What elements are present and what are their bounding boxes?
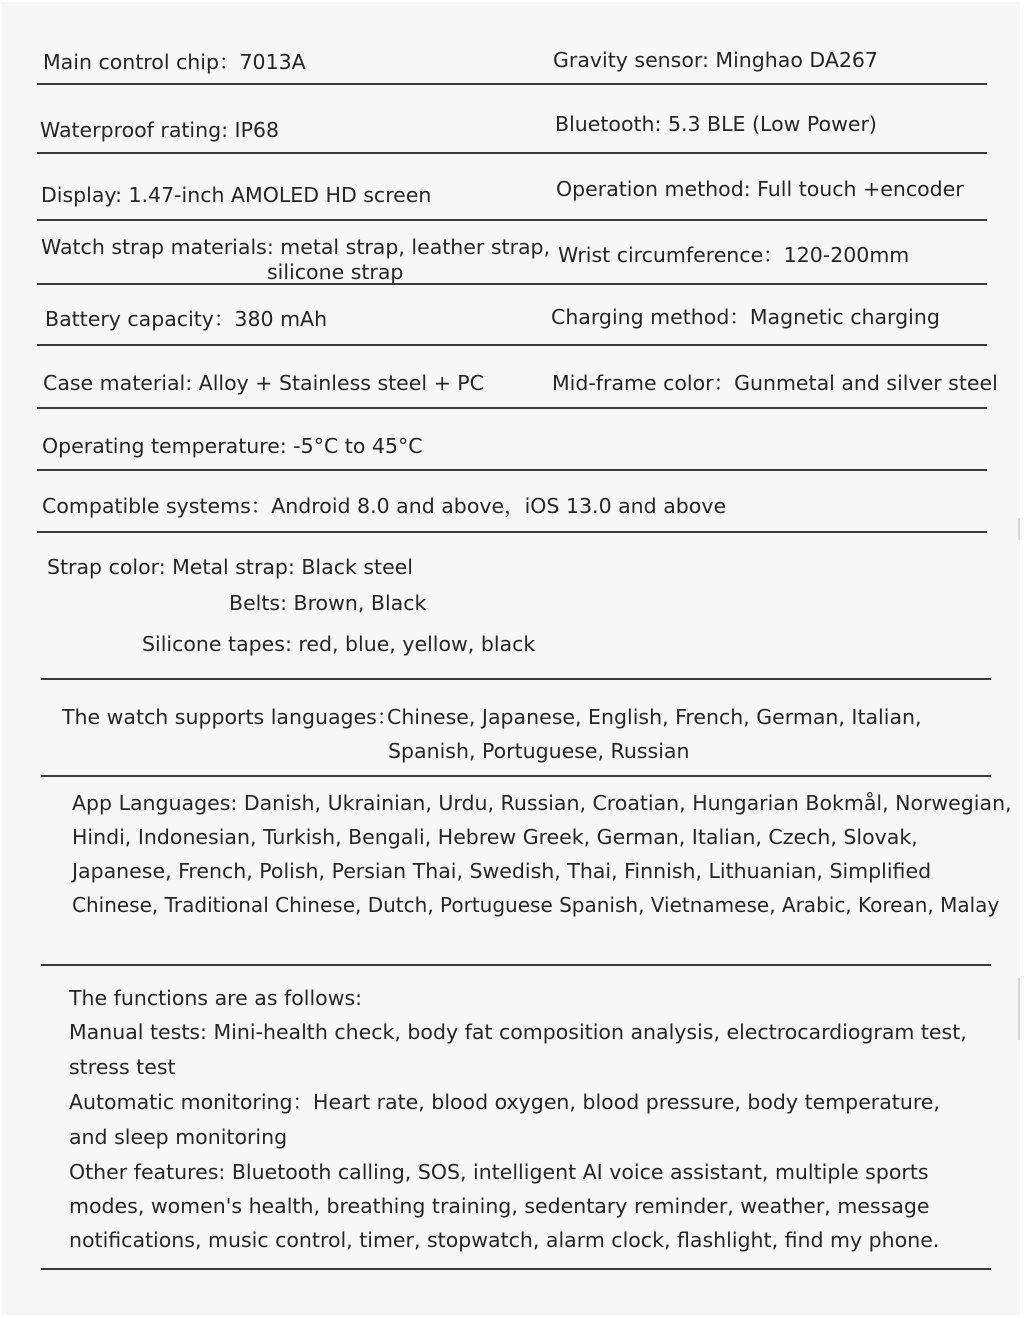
functions-line: and sleep monitoring bbox=[69, 1125, 288, 1149]
spec-wrist: Wrist circumference：120-200mm bbox=[558, 243, 910, 267]
divider bbox=[37, 531, 987, 533]
watch-languages-line2: Spanish, Portuguese, Russian bbox=[388, 739, 690, 763]
strap-color-line1: Strap color: Metal strap: Black steel bbox=[47, 555, 413, 579]
spec-charging: Charging method：Magnetic charging bbox=[551, 305, 940, 329]
spec-case-material: Case material: Alloy + Stainless steel + PC bbox=[43, 371, 484, 395]
divider bbox=[37, 283, 987, 285]
divider bbox=[37, 344, 987, 346]
watch-languages-line1: Chinese, Japanese, English, French, German, Italian, bbox=[387, 705, 922, 729]
divider bbox=[37, 469, 987, 471]
edge-mark bbox=[1018, 978, 1020, 1040]
divider bbox=[41, 775, 991, 777]
strap-color-line3: Silicone tapes: red, blue, yellow, black bbox=[142, 632, 536, 656]
app-languages-line4: Chinese, Traditional Chinese, Dutch, Portuguese Spanish, Vietnamese, Arabic, Korean, Malay bbox=[72, 893, 1000, 917]
functions-line: Other features: Bluetooth calling, SOS, intelligent AI voice assistant, multiple sports bbox=[69, 1160, 929, 1184]
spec-operating-temp: Operating temperature: -5°C to 45°C bbox=[42, 434, 423, 458]
divider bbox=[37, 83, 987, 85]
spec-main-chip: Main control chip：7013A bbox=[43, 50, 306, 74]
spec-waterproof: Waterproof rating: IP68 bbox=[40, 118, 280, 142]
functions-line: notifications, music control, timer, stopwatch, alarm clock, flashlight, find my phone. bbox=[69, 1228, 940, 1252]
functions-line: Manual tests: Mini-health check, body fat composition analysis, electrocardiogram test, bbox=[69, 1020, 967, 1044]
spec-strap-materials-cont: silicone strap bbox=[267, 260, 404, 284]
divider bbox=[37, 152, 987, 154]
spec-battery: Battery capacity：380 mAh bbox=[45, 307, 328, 331]
divider bbox=[41, 964, 991, 966]
divider bbox=[37, 407, 987, 409]
app-languages-line3: Japanese, French, Polish, Persian Thai, Swedish, Thai, Finnish, Lithuanian, Simplified bbox=[72, 859, 932, 883]
spec-gravity-sensor: Gravity sensor: Minghao DA267 bbox=[553, 48, 878, 72]
strap-color-line2: Belts: Brown, Black bbox=[229, 591, 427, 615]
app-languages-line1: App Languages: Danish, Ukrainian, Urdu, Russian, Croatian, Hungarian Bokmål, Norwegian, bbox=[72, 791, 1012, 815]
spec-display: Display: 1.47-inch AMOLED HD screen bbox=[41, 183, 432, 207]
watch-languages-label: The watch supports languages： bbox=[62, 705, 398, 729]
functions-line: Automatic monitoring：Heart rate, blood oxygen, blood pressure, body temperature, bbox=[69, 1090, 940, 1114]
spec-compatible: Compatible systems：Android 8.0 and above，iOS 13.0 and above bbox=[42, 494, 727, 518]
spec-operation: Operation method: Full touch +encoder bbox=[556, 177, 964, 201]
functions-heading: The functions are as follows: bbox=[69, 986, 363, 1010]
app-languages-line2: Hindi, Indonesian, Turkish, Bengali, Hebrew Greek, German, Italian, Czech, Slovak, bbox=[72, 825, 918, 849]
spec-sheet bbox=[2, 2, 1020, 1315]
divider bbox=[37, 219, 987, 221]
divider bbox=[41, 1268, 991, 1270]
functions-line: modes, women's health, breathing training, sedentary reminder, weather, message bbox=[69, 1194, 930, 1218]
spec-mid-frame: Mid-frame color：Gunmetal and silver steel bbox=[552, 371, 998, 395]
spec-bluetooth: Bluetooth: 5.3 BLE (Low Power) bbox=[555, 112, 877, 136]
divider bbox=[41, 678, 991, 680]
edge-mark bbox=[1018, 518, 1020, 540]
spec-strap-materials: Watch strap materials: metal strap, leather strap, bbox=[41, 235, 551, 259]
functions-line: stress test bbox=[69, 1055, 176, 1079]
